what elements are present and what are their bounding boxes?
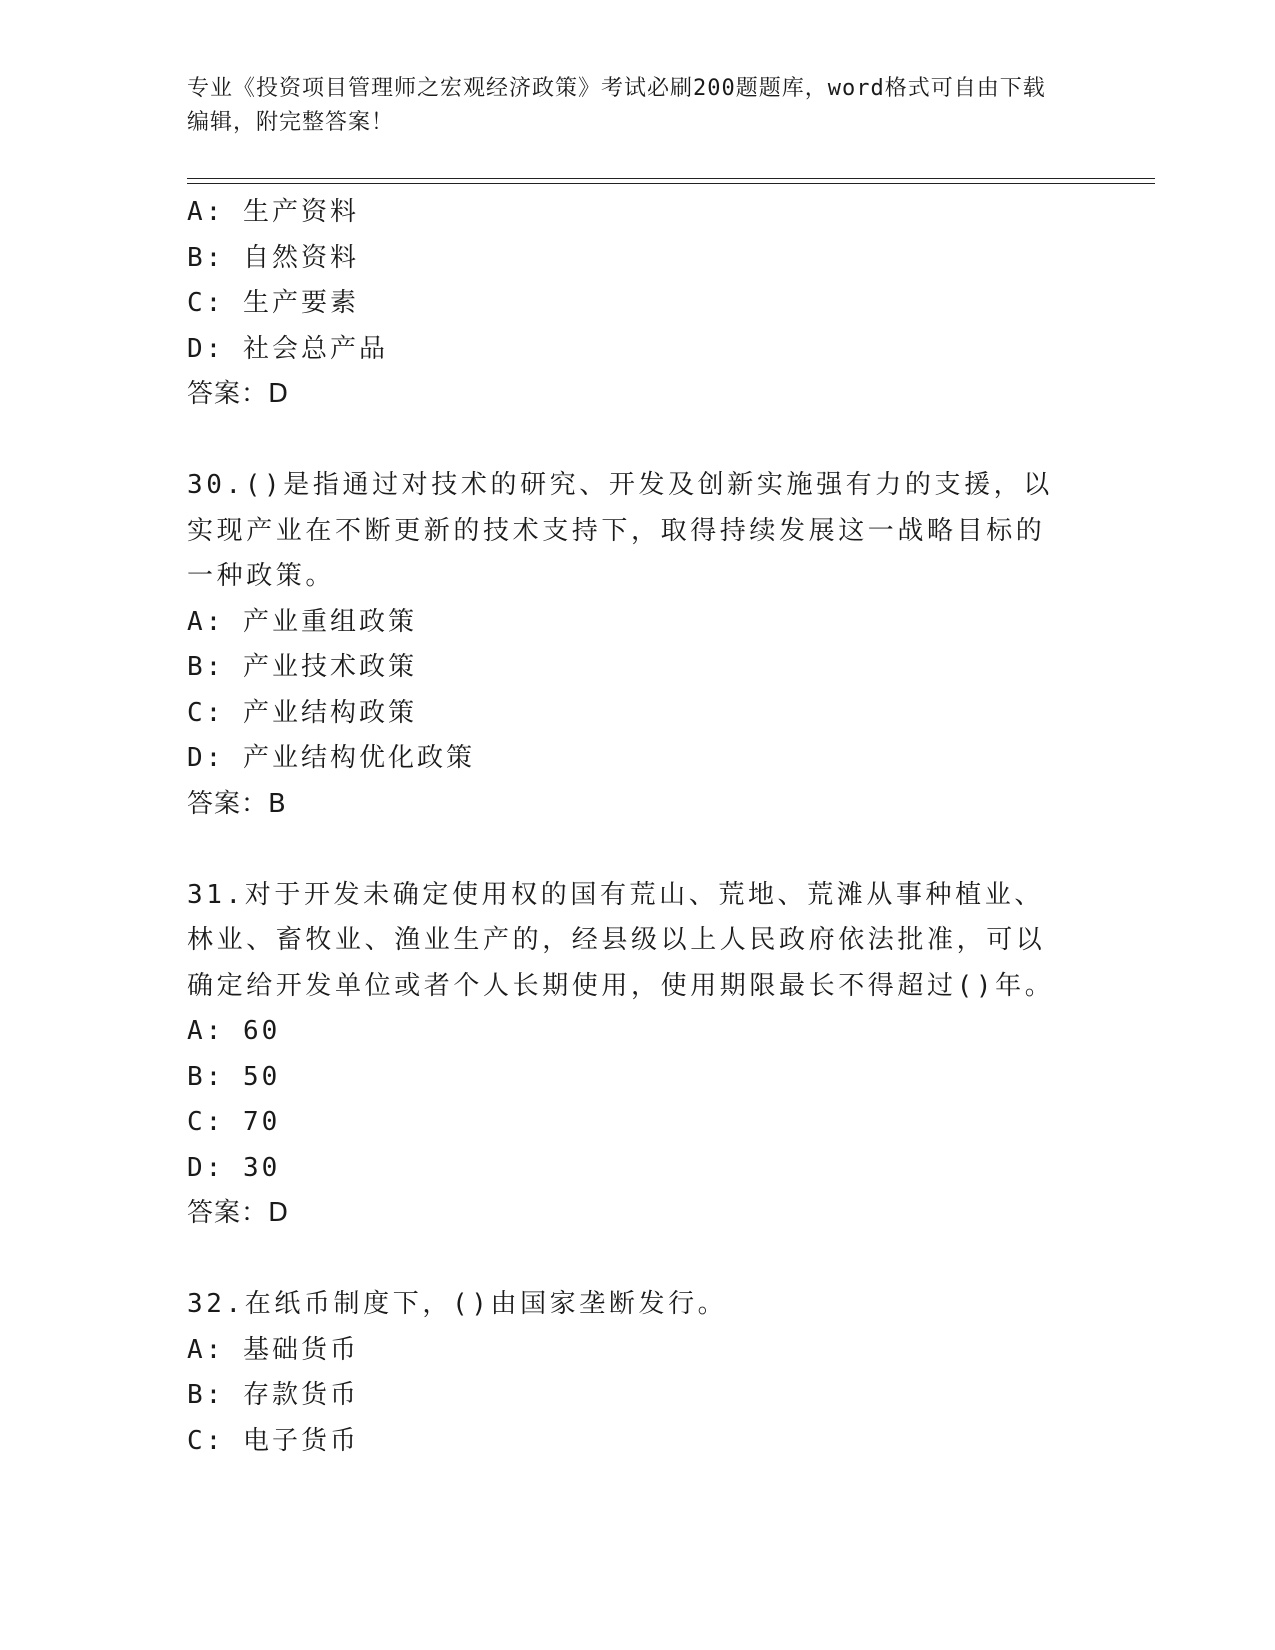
option-a: A: 60 (187, 1016, 281, 1046)
question-stem: 32.在纸币制度下，()由国家垄断发行。 (187, 1289, 728, 1319)
answer-line: 答案：D (187, 1198, 290, 1228)
option-a: A: 基础货币 (187, 1334, 359, 1365)
option-b: B: 产业技术政策 (187, 652, 417, 682)
question-30 (187, 463, 1087, 827)
question-stem: 30.()是指通过对技术的研究、开发及创新实施强有力的支援，以实现产业在不断更新的技术支持下，取得持续发展这一战略目标的一种政策。 (187, 470, 1053, 591)
option-c: C: 生产要素 (187, 288, 359, 318)
answer-line: 答案：D (187, 379, 290, 409)
answer-line: 答案：B (187, 788, 287, 819)
option-b: B: 50 (187, 1061, 281, 1092)
option-b: B: 存款货币 (187, 1380, 359, 1410)
spacer (187, 1237, 1087, 1283)
document-header: 专业《投资项目管理师之宏观经济政策》考试必刷200题题库，word格式可自由下载编辑，附完整答案！ (187, 76, 1046, 135)
option-d: D: 产业结构优化政策 (187, 743, 475, 773)
option-c: C: 产业结构政策 (187, 697, 417, 728)
question-stem: 31.对于开发未确定使用权的国有荒山、荒地、荒滩从事种植业、林业、畜牧业、渔业生产的，经县级以上人民政府依法批准，可以确定给开发单位或者个人长期使用，使用期限最长不得超过()年。 (187, 879, 1055, 1001)
question-29-tail (187, 190, 1087, 418)
spacer (187, 418, 1087, 464)
option-c: C: 电子货币 (187, 1425, 359, 1456)
option-d: D: 30 (187, 1152, 281, 1183)
question-list (187, 190, 1087, 1464)
option-d: D: 社会总产品 (187, 333, 388, 364)
header-rule-bottom (187, 183, 1155, 184)
question-32 (187, 1282, 1087, 1464)
option-c: C: 70 (187, 1107, 281, 1137)
option-a: A: 生产资料 (187, 197, 359, 227)
option-a: A: 产业重组政策 (187, 606, 417, 637)
header-rule-top (187, 178, 1155, 179)
option-b: B: 自然资料 (187, 242, 359, 273)
spacer (187, 827, 1087, 873)
question-31 (187, 873, 1087, 1237)
